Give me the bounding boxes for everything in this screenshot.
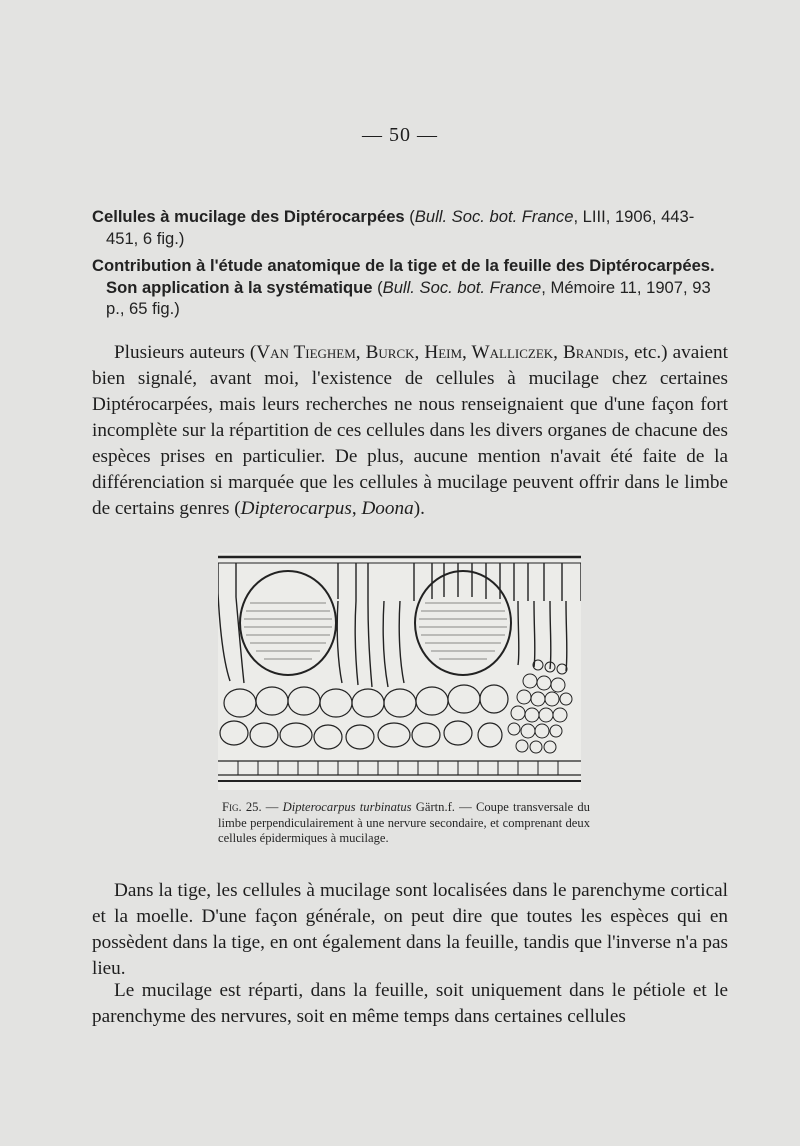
paragraph-authors: Plusieurs auteurs (Van Tieghem, Burck, Heim, Walliczek, Brandis, etc.) avaient bien signalé, avant moi, l'existence de cellules à mucilage chez certaines Diptérocarpées, mais leurs recherches ne nous renseignaient que d'une façon fort incomplète sur la répartition de ces cellules dans les divers organes de chacune des espèces prises en particulier. De plus, aucune mention n'avait été faite de la différenciation si marquée que les cellules à mucilage peuvent offrir dans le limbe de certains genres (Dipterocarpus, Doona). [92,342,728,519]
reference-item: Cellules à mucilage des Diptérocarpées (Bull. Soc. bot. France, LIII, 1906, 443-451, 6 fig.) [92,207,695,248]
leaf-cross-section-illustration [218,553,581,790]
paragraph-text: , etc.) avaient bien signalé, avant moi, l'existence de cellules à mucilage chez certaines Diptérocarpées, mais leurs recherches ne nous renseignaient que d'une façon fort incomplète sur la répartition de ces cellules dans les divers organes de chacune des espèces prises en particulier. De plus, aucune mention n'avait été faite de la différenciation si marquée que les cellules à mucilage peuvent offrir dans le limbe de certains genres ( [92,342,728,519]
reference-title: Contribution à l'étude anatomique de la tige et de la feuille des Diptérocarpées. Son application à la systématique [92,256,715,297]
figure-caption-text: Coupe transversale du limbe perpendiculairement à une nervure secondaire, et comprenant deux cellules épidermiques à mucilage. [218,800,590,846]
reference-item: Contribution à l'étude anatomique de la tige et de la feuille des Diptérocarpées. Son application à la systématique (Bull. Soc. bot. France, Mémoire 11, 1907, 93 p., 65 fig.) [92,256,715,318]
genus-name: Doona [361,498,414,519]
reference-journal: Bull. Soc. bot. France [382,277,542,297]
figure-label: Fig. 25. [222,800,262,814]
author-names: Van Tieghem, Burck, Heim, Walliczek, Brandis [256,342,625,363]
reference-title: Cellules à mucilage des Diptérocarpées [92,207,405,226]
paragraph-stem [92,878,728,982]
reference-details: , LIII, 1906, 443-451, 6 fig.) [106,207,695,248]
figure-caption: Fig. 25. — Dipterocarpus turbinatus Gärtn.f. — Coupe transversale du limbe perpendiculairement à une nervure secondaire, et comprenant deux cellules épidermiques à mucilage. [218,800,590,846]
paragraph-leaf [92,978,728,1030]
references-list [92,206,726,326]
leaf-section-figure [218,553,581,790]
paragraph-text: Dans la tige, les cellules à mucilage sont localisées dans le parenchyme cortical et la moelle. D'une façon générale, on peut dire que toutes les espèces qui en possèdent dans la tige, en ont également dans la feuille, tandis que l'inverse n'a pas lieu. [92,880,728,979]
reference-details: , Mémoire 11, 1907, 93 p., 65 fig.) [106,277,711,318]
page-number: — 50 — [362,124,438,146]
paragraph-text: ). [413,498,425,519]
genus-name: Dipterocarpus [240,498,352,519]
paragraph-text: Plusieurs auteurs ( [114,342,257,363]
figure-author: Gärtn.f. — [411,800,476,814]
paragraph-text: Le mucilage est réparti, dans la feuille, soit uniquement dans le pétiole et le parenchyme des nervures, soit en même temps dans certaines cellules [92,980,728,1027]
figure-species: Dipterocarpus turbinatus [282,800,412,814]
reference-journal: Bull. Soc. bot. France [414,207,574,226]
